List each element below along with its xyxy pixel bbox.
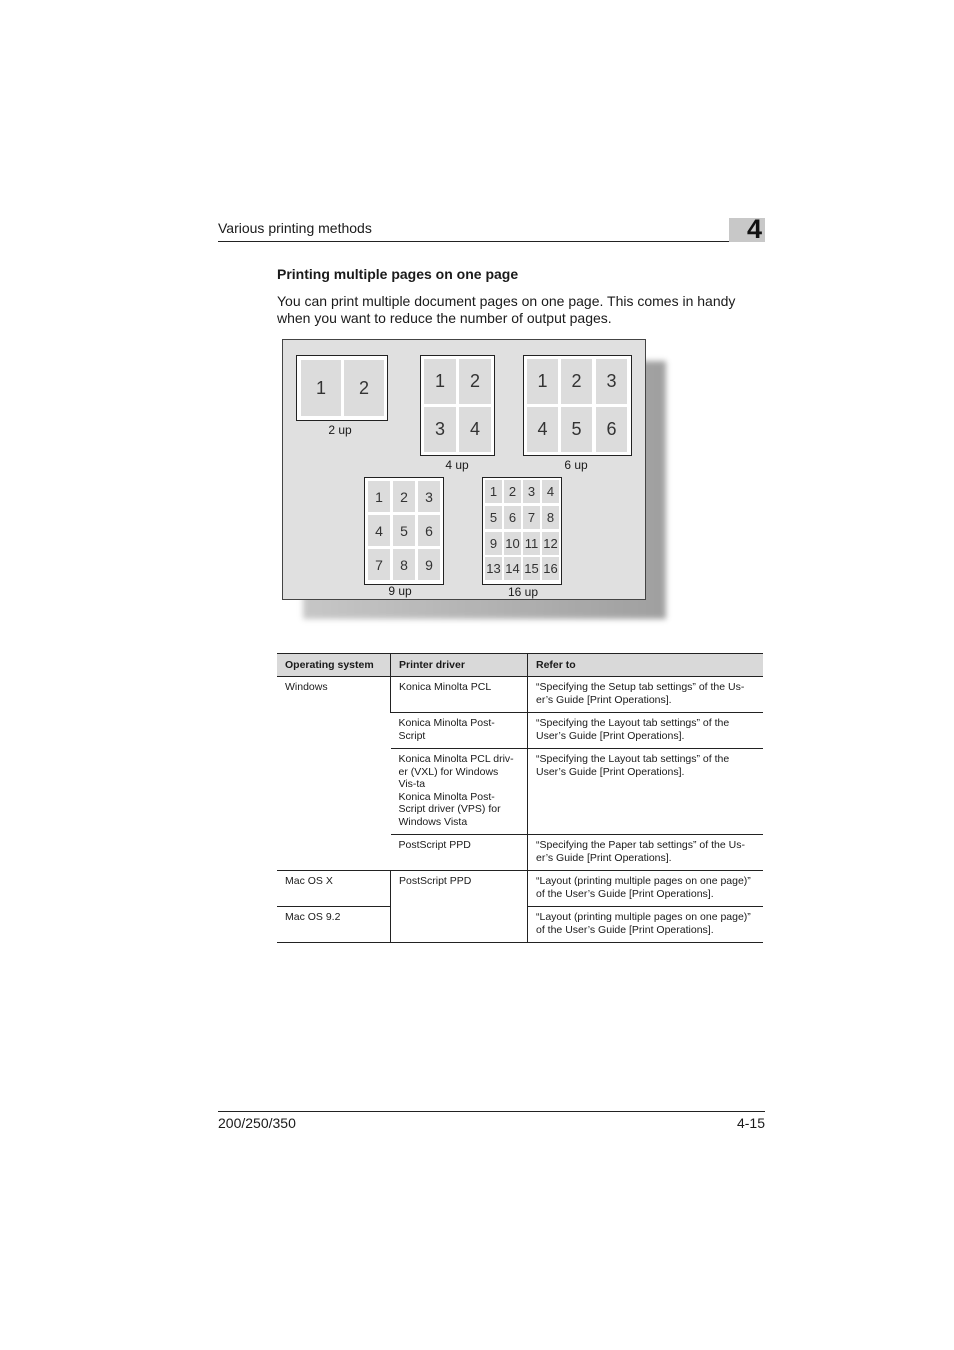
page-cell: 4 (527, 407, 558, 452)
page-cell: 14 (504, 557, 521, 580)
page-cell: 9 (485, 532, 502, 555)
page-cell: 4 (368, 515, 390, 546)
page-cell: 15 (523, 557, 540, 580)
footer-model: 200/250/350 (218, 1115, 296, 1131)
caption-6-up: 6 up (564, 458, 588, 472)
refer-cell: “Specifying the Setup tab settings” of the Us-er’s Guide [Print Operations]. (528, 677, 764, 713)
page-cell: 4 (459, 407, 491, 452)
driver-cell (391, 749, 528, 835)
os-cell: Mac OS X (277, 871, 391, 907)
page-cell: 9 (418, 549, 440, 580)
page-cell: 3 (424, 407, 456, 452)
page-cell: 1 (485, 480, 502, 503)
driver-reference-table (277, 653, 763, 943)
page-cell: 2 (459, 359, 491, 404)
page-cell: 6 (418, 515, 440, 546)
section-body: You can print multiple document pages on one page. This comes in handy when you want to reduce the number of output pages. (277, 293, 736, 326)
page-cell: 3 (523, 480, 540, 503)
running-header: Various printing methods (218, 220, 372, 236)
refer-cell: “Specifying the Paper tab settings” of the Us-er’s Guide [Print Operations]. (528, 835, 764, 871)
driver-cell: Konica Minolta PCL (391, 677, 528, 713)
column-header-driver: Printer driver (391, 654, 528, 677)
table-row (277, 677, 763, 713)
section-heading: Printing multiple pages on one page (277, 266, 519, 282)
column-header-refer: Refer to (528, 654, 764, 677)
page-cell: 8 (393, 549, 415, 580)
page-cell: 1 (424, 359, 456, 404)
sheet-2-up (296, 355, 388, 421)
driver-cell: Konica Minolta Post-Script (391, 713, 528, 749)
driver-cell: PostScript PPD (391, 835, 528, 871)
header-rule (218, 241, 765, 242)
driver-line: Konica Minolta Post-Script driver (VPS) for Windows Vista (398, 790, 501, 828)
page-cell: 1 (527, 359, 558, 404)
page-cell: 5 (393, 515, 415, 546)
footer-rule (218, 1111, 765, 1112)
os-cell: Mac OS 9.2 (277, 907, 391, 943)
page-cell: 6 (504, 506, 521, 529)
page-cell: 1 (368, 481, 390, 512)
caption-9-up: 9 up (388, 584, 412, 598)
sheet-6-up (523, 355, 632, 456)
page-cell: 8 (542, 506, 559, 529)
page-cell: 7 (368, 549, 390, 580)
os-cell: Windows (277, 677, 391, 871)
page-cell: 6 (596, 407, 627, 452)
page-cell: 5 (485, 506, 502, 529)
page-cell: 3 (418, 481, 440, 512)
sheet-16-up (482, 477, 562, 585)
page-cell: 2 (344, 360, 384, 416)
page-cell: 5 (561, 407, 592, 452)
refer-cell: “Specifying the Layout tab settings” of the User’s Guide [Print Operations]. (528, 749, 764, 835)
page-cell: 11 (523, 532, 540, 555)
footer-page-number: 4-15 (736, 1115, 765, 1131)
caption-4-up: 4 up (445, 458, 469, 472)
page-cell: 2 (504, 480, 521, 503)
page-cell: 7 (523, 506, 540, 529)
refer-cell: “Layout (printing multiple pages on one page)” of the User’s Guide [Print Operations]. (528, 871, 764, 907)
driver-line: Konica Minolta PCL driv-er (VXL) for Windows Vis-ta (398, 753, 514, 790)
caption-16-up: 16 up (507, 585, 539, 599)
sheet-9-up (364, 477, 444, 585)
column-header-os: Operating system (277, 654, 391, 677)
n-up-illustration (282, 339, 646, 600)
table-header-row (277, 654, 763, 677)
page-cell: 13 (485, 557, 502, 580)
refer-cell: “Layout (printing multiple pages on one page)” of the User’s Guide [Print Operations]. (528, 907, 764, 943)
page-cell: 4 (542, 480, 559, 503)
caption-2-up: 2 up (328, 423, 352, 437)
page-cell: 16 (542, 557, 559, 580)
sheet-4-up (420, 355, 495, 456)
chapter-number: 4 (747, 214, 763, 244)
page-cell: 12 (542, 532, 559, 555)
page-cell: 2 (561, 359, 592, 404)
page-cell: 10 (504, 532, 521, 555)
table-row (277, 871, 763, 907)
page-cell: 1 (301, 360, 341, 416)
refer-cell: “Specifying the Layout tab settings” of the User’s Guide [Print Operations]. (528, 713, 764, 749)
page-cell: 3 (596, 359, 627, 404)
driver-cell: PostScript PPD (391, 871, 528, 943)
page-cell: 2 (393, 481, 415, 512)
